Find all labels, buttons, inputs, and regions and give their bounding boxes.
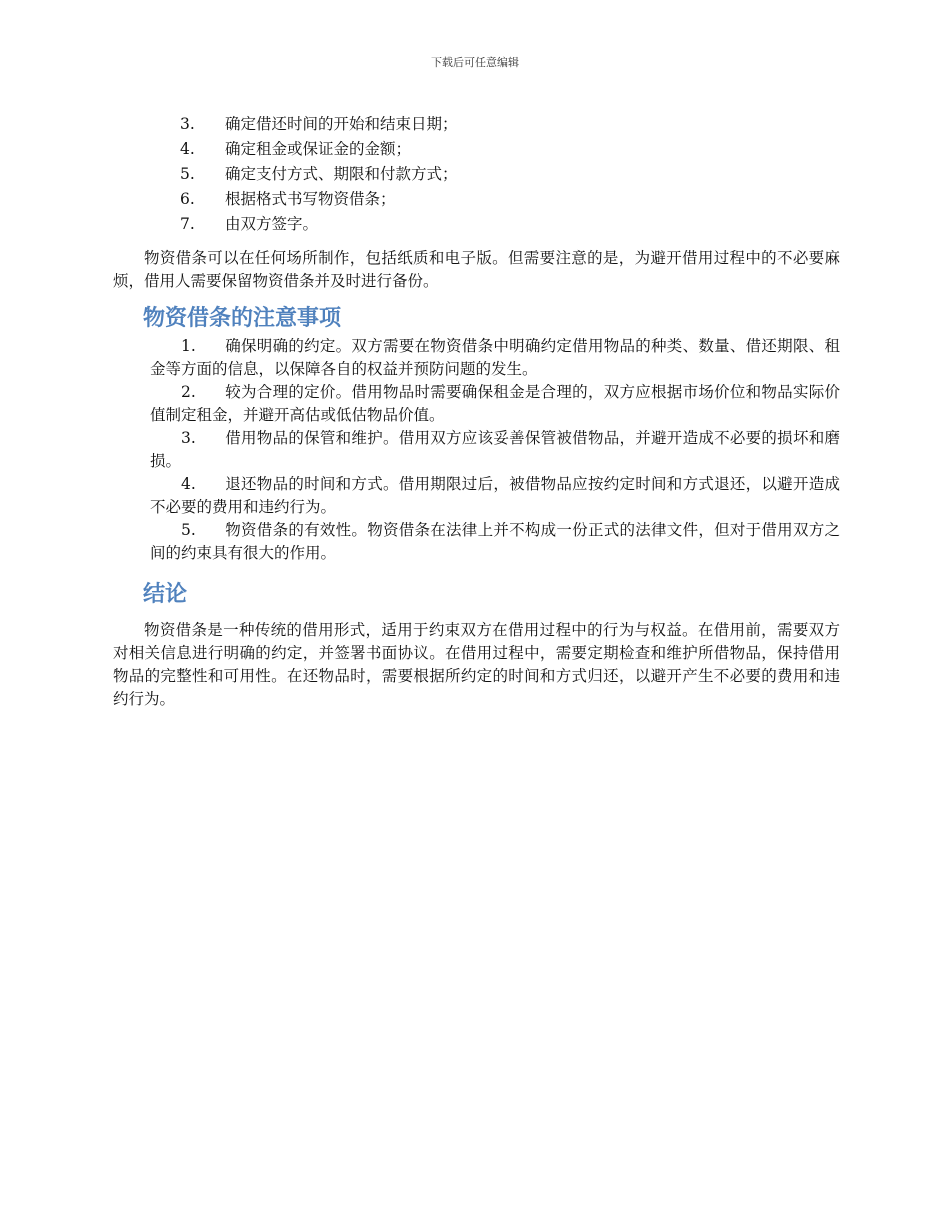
list-item: [113, 335, 840, 381]
list-item-text: 确保明确的约定。双方需要在物资借条中明确约定借用物品的种类、数量、借还期限、租金等方面的信息，以保障各自的权益并预防问题的发生。: [150, 337, 840, 378]
list-item-number: 5.: [181, 521, 196, 539]
list-item-text: 由双方签字。: [225, 215, 319, 233]
list-item-number: 7.: [180, 215, 195, 233]
list-item-number: 2.: [181, 383, 196, 401]
list-item-text: 借用物品的保管和维护。借用双方应该妥善保管被借物品，并避开造成不必要的损坏和磨损。: [150, 429, 840, 470]
conclusion-paragraph: 物资借条是一种传统的借用形式，适用于约束双方在借用过程中的行为与权益。在借用前，需要双方对相关信息进行明确的约定，并签署书面协议。在借用过程中，需要定期检查和维护所借物品，保持借用物品的完整性和可用性。在还物品时，需要根据所约定的时间和方式归还，以避开产生不必要的费用和违约行为。: [113, 621, 840, 708]
page-header: 下载后可任意编辑: [431, 56, 519, 69]
document-body: [113, 112, 840, 711]
list-item: [113, 137, 840, 162]
list-item-text: 物资借条的有效性。物资借条在法律上并不构成一份正式的法律文件，但对于借用双方之间的约束具有很大的作用。: [150, 521, 840, 562]
list-item-number: 5.: [180, 165, 195, 183]
list-item-text: 根据格式书写物资借条；: [225, 190, 396, 208]
list-item: [113, 187, 840, 212]
list-item: [113, 427, 840, 473]
list-item: [113, 212, 840, 237]
list-item-number: 3.: [181, 429, 196, 447]
conclusion-heading: 结论: [143, 582, 188, 607]
list-item: [113, 112, 840, 137]
list-item-number: 1.: [181, 337, 196, 355]
list-item-text: 确定租金或保证金的金额；: [225, 140, 412, 158]
list-item-text: 较为合理的定价。借用物品时需要确保租金是合理的，双方应根据市场价位和物品实际价值制定租金，并避开高估或低估物品价值。: [150, 383, 840, 424]
list-item: [113, 473, 840, 519]
notes-section-heading: 物资借条的注意事项: [143, 306, 342, 331]
list-item-number: 4.: [180, 140, 195, 158]
intro-paragraph: 物资借条可以在任何场所制作，包括纸质和电子版。但需要注意的是，为避开借用过程中的不必要麻烦，借用人需要保留物资借条并及时进行备份。: [113, 249, 840, 290]
list-item-number: 3.: [180, 115, 195, 133]
list-item-text: 确定支付方式、期限和付款方式；: [225, 165, 458, 183]
notes-list: [113, 335, 840, 565]
list-item-number: 6.: [180, 190, 195, 208]
list-item: [113, 381, 840, 427]
list-item-text: 确定借还时间的开始和结束日期；: [225, 115, 458, 133]
list-item-number: 4.: [181, 475, 196, 493]
steps-list: [113, 112, 840, 237]
list-item: [113, 519, 840, 565]
list-item: [113, 162, 840, 187]
list-item-text: 退还物品的时间和方式。借用期限过后，被借物品应按约定时间和方式退还，以避开造成不必要的费用和违约行为。: [150, 475, 840, 516]
